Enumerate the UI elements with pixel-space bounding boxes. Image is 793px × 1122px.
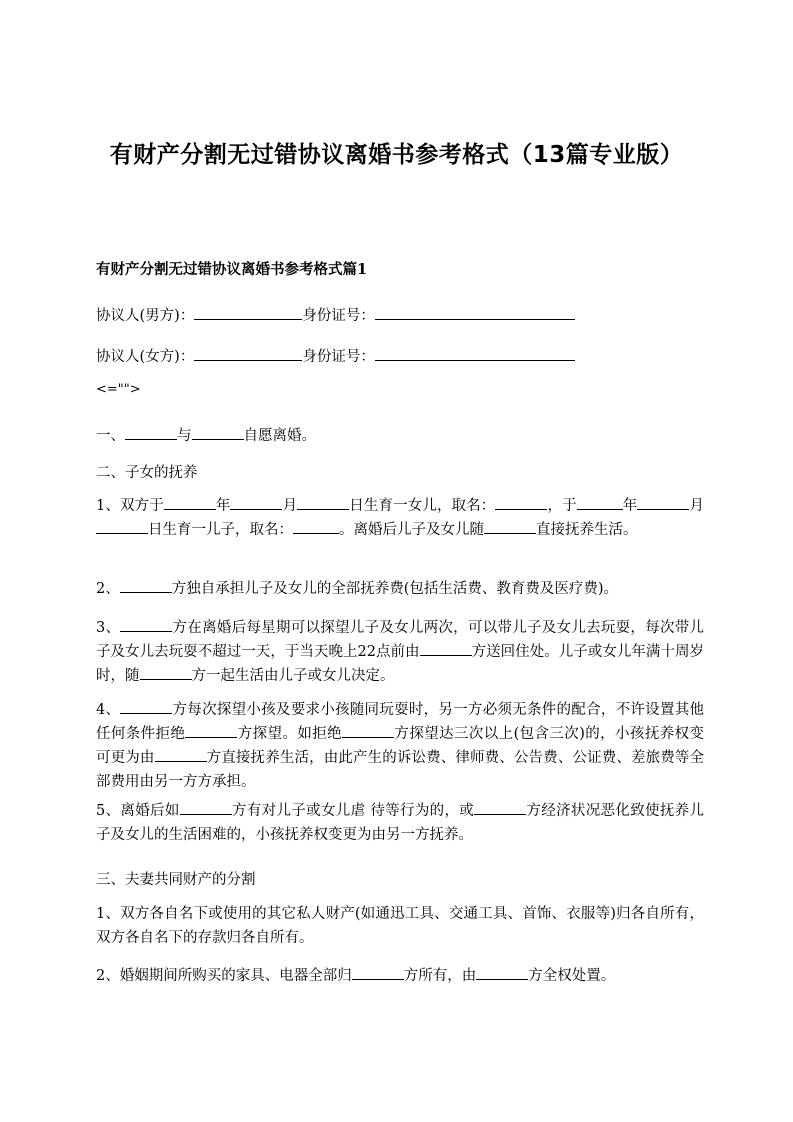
party-female-label: 协议人(女方)： [96, 349, 195, 365]
text: 月 [689, 498, 705, 514]
text: 日生育一儿子，取名： [148, 522, 293, 538]
stray-marker: <=""> [96, 382, 141, 397]
paragraph-1 [96, 494, 704, 542]
paragraph-7 [96, 964, 704, 988]
heading-child-custody: 二、子女的抚养 [96, 465, 198, 481]
blank [637, 495, 689, 510]
text: 4、 [96, 702, 121, 718]
text: 月 [282, 498, 298, 514]
paragraph-3 [96, 616, 704, 688]
clause-prefix: 一、 [96, 428, 125, 444]
text: 2、 [96, 581, 120, 597]
paragraph-6: 1、双方各自名下或使用的其它私人财产(如通迅工具、交通工具、首饰、衣服等)归各自所有，双方各自名下的存款归各自所有。 [96, 906, 704, 946]
text: 直接抚养生活。 [536, 522, 638, 538]
text: 方独自承担儿子及女儿的全部抚养费(包括生活费、教育费及医疗费)。 [171, 581, 619, 597]
text: 方有对儿子或女儿虐 待等行为的，或 [231, 803, 475, 819]
id-label: 身份证号： [302, 308, 375, 324]
name-blank [194, 305, 302, 320]
name-blank [194, 346, 302, 361]
blank [140, 665, 192, 680]
text: 年 [622, 498, 638, 514]
clause-text: 自愿离婚。 [243, 428, 316, 444]
text: 方探望。如拒绝 [237, 726, 343, 742]
id-blank [375, 346, 575, 361]
text: 3、 [96, 620, 121, 636]
party-male-line [96, 304, 575, 325]
blank [192, 425, 244, 440]
blank [185, 723, 237, 738]
text: 年 [215, 498, 231, 514]
text: 5、离婚后如 [96, 803, 180, 819]
blank [297, 495, 349, 510]
blank [155, 747, 207, 762]
blank [293, 519, 339, 534]
blank [420, 641, 472, 656]
section-heading: 有财产分割无过错协议离婚书参考格式篇1 [96, 261, 368, 278]
blank [120, 699, 172, 714]
clause-divorce [96, 424, 316, 445]
blank [342, 723, 394, 738]
blank [577, 495, 623, 510]
blank [474, 800, 526, 815]
text: 2、婚姻期间所购买的家具、电器全部归 [96, 968, 352, 984]
text: 方直接抚养生活，由此产生的诉讼费、律师费、公告费、公证费、差旅费等全部费用由另一方方承担。 [96, 750, 705, 790]
paragraph-5 [96, 799, 704, 847]
blank [180, 800, 232, 815]
text: 方一起生活由儿子或女儿决定。 [191, 668, 395, 684]
blank [120, 578, 172, 593]
document-title: 有财产分割无过错协议离婚书参考格式（13篇专业版） [109, 142, 684, 168]
text: 。离婚后儿子及女儿随 [339, 522, 484, 538]
blank [495, 495, 547, 510]
text: 方经济状况恶化致使抚养儿子及女儿的生活困难的，小孩抚养权变更为由另一方抚养。 [96, 803, 704, 843]
text: 方送回住处。儿子或女儿年满十周岁时，随 [96, 644, 705, 684]
text: ，于 [547, 498, 577, 514]
id-blank [375, 305, 575, 320]
text: 日生育一女儿，取名： [349, 498, 496, 514]
text: 方探望达三次以上(包含三次)的，小孩抚养权变可更为由 [96, 726, 705, 766]
party-male-label: 协议人(男方)： [96, 308, 195, 324]
blank [164, 495, 216, 510]
blank [476, 965, 528, 980]
blank [352, 965, 404, 980]
blank [120, 617, 172, 632]
clause-text: 与 [177, 428, 192, 444]
id-label: 身份证号： [302, 349, 375, 365]
blank [484, 519, 536, 534]
heading-property-division: 三、夫妻共同财产的分割 [96, 872, 256, 888]
blank [96, 519, 148, 534]
text: 方全权处置。 [528, 968, 616, 984]
blank [125, 425, 177, 440]
text: 方所有，由 [403, 968, 477, 984]
party-female-line [96, 345, 575, 366]
paragraph-2 [96, 577, 704, 601]
text: 方在离婚后每星期可以探望儿子及女儿两次，可以带儿子及女儿去玩耍，每次带儿子及女儿去玩耍不超过一天，于当天晚上22点前由 [96, 620, 704, 660]
text: 方每次探望小孩及要求小孩随同玩耍时，另一方必须无条件的配合，不许设置其他任何条件拒绝 [96, 702, 704, 742]
text: 1、双方于 [96, 498, 164, 514]
blank [230, 495, 282, 510]
paragraph-4 [96, 698, 704, 794]
